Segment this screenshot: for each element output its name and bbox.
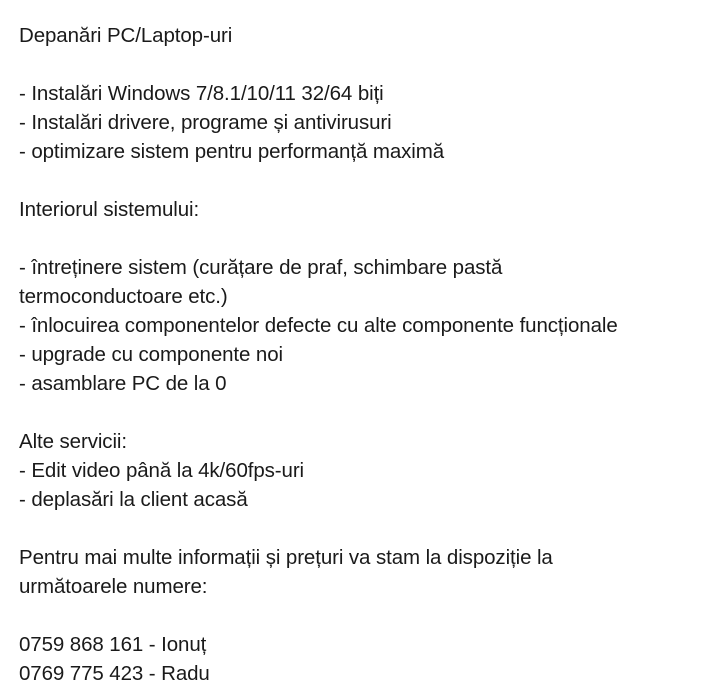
blank-line <box>19 224 709 253</box>
contact-text: următoarele numere: <box>19 575 208 598</box>
phone-number: 0759 868 161 - Ionuț <box>19 633 207 656</box>
interior-item: - înlocuirea componentelor defecte cu alte componente funcționale <box>19 314 618 337</box>
document-body <box>19 21 709 688</box>
interior-item: - asamblare PC de la 0 <box>19 372 227 395</box>
blank-line <box>19 601 709 630</box>
other-service-item: - deplasări la client acasă <box>19 488 248 511</box>
blank-line <box>19 514 709 543</box>
software-service-item: - Instalări Windows 7/8.1/10/11 32/64 biți <box>19 82 384 105</box>
blank-line <box>19 50 709 79</box>
blank-line <box>19 398 709 427</box>
page-title: Depanări PC/Laptop-uri <box>19 24 233 47</box>
contact-text: Pentru mai multe informații și prețuri va stam la dispoziție la <box>19 546 553 569</box>
other-services-heading: Alte servicii: <box>19 430 127 453</box>
software-service-item: - Instalări drivere, programe și antivirusuri <box>19 111 392 134</box>
interior-item: termoconductoare etc.) <box>19 285 228 308</box>
interior-item: - upgrade cu componente noi <box>19 343 283 366</box>
software-service-item: - optimizare sistem pentru performanță maximă <box>19 140 445 163</box>
blank-line <box>19 166 709 195</box>
other-service-item: - Edit video până la 4k/60fps-uri <box>19 459 305 482</box>
interior-heading: Interiorul sistemului: <box>19 198 200 221</box>
interior-item: - întreținere sistem (curățare de praf, schimbare pastă <box>19 256 503 279</box>
phone-number: 0769 775 423 - Radu <box>19 662 210 685</box>
